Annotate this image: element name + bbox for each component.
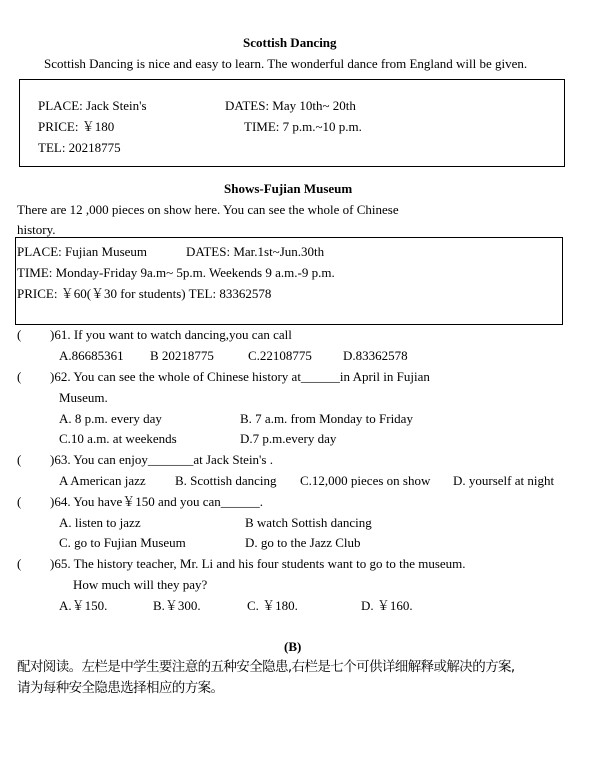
q65-option-d: D. ￥160. (361, 598, 413, 613)
section2-intro-line1: There are 12 ,000 pieces on show here. You can see the whole of Chinese (17, 202, 399, 217)
q64-option-d: D. go to the Jazz Club (245, 535, 361, 550)
q64-option-c: C. go to Fujian Museum (59, 535, 186, 550)
s1-time: TIME: 7 p.m.~10 p.m. (244, 119, 362, 134)
partB-instruction-line2: 请为每种安全隐患选择相应的方案。 (17, 680, 224, 696)
q63-option-c: C.12,000 pieces on show (300, 473, 431, 488)
q63-option-a: A American jazz (59, 473, 146, 488)
q64-option-b: B watch Sottish dancing (245, 515, 372, 530)
s1-tel: TEL: 20218775 (38, 140, 121, 155)
partB-instruction-line1: 配对阅读。左栏是中学生要注意的五种安全隐患,右栏是七个可供详细解释或解决的方案, (17, 659, 515, 675)
section2-info-box (15, 237, 563, 325)
q65-question: )65. The history teacher, Mr. Li and his four students want to go to the museum. (50, 556, 466, 571)
q64-option-a: A. listen to jazz (59, 515, 141, 530)
q61-option-b: B 20218775 (150, 348, 214, 363)
q65-option-a: A.￥150. (59, 598, 108, 613)
q65-question-cont: How much will they pay? (73, 577, 208, 592)
s1-place: PLACE: Jack Stein's (38, 98, 147, 113)
q62-option-a: A. 8 p.m. every day (59, 411, 162, 426)
q61-question: )61. If you want to watch dancing,you can call (50, 327, 292, 342)
q62-option-d: D.7 p.m.every day (240, 431, 337, 446)
q63-question: )63. You can enjoy_______at Jack Stein's . (50, 452, 273, 467)
s1-price: PRICE: ￥180 (38, 119, 115, 134)
q62-paren: ( (17, 369, 22, 384)
section1-title: Scottish Dancing (243, 35, 337, 50)
partB-heading: (B) (284, 639, 302, 654)
s2-place-dates: PLACE: Fujian Museum DATES: Mar.1st~Jun.30th (17, 244, 325, 259)
s1-dates: DATES: May 10th~ 20th (225, 98, 356, 113)
q62-option-b: B. 7 a.m. from Monday to Friday (240, 411, 413, 426)
q63-option-b: B. Scottish dancing (175, 473, 277, 488)
q65-option-b: B.￥300. (153, 598, 201, 613)
q62-option-c: C.10 a.m. at weekends (59, 431, 177, 446)
q64-question: )64. You have￥150 and you can______. (50, 494, 264, 509)
q62-question: )62. You can see the whole of Chinese history at______in April in Fujian (50, 369, 430, 384)
q63-option-d: D. yourself at night (453, 473, 555, 488)
q65-paren: ( (17, 556, 22, 571)
q61-option-d: D.83362578 (343, 348, 408, 363)
q63-paren: ( (17, 452, 22, 467)
section1-info-box (19, 79, 565, 167)
q61-option-a: A.86685361 (59, 348, 124, 363)
s2-price-tel: PRICE: ￥60(￥30 for students) TEL: 83362578 (17, 286, 272, 301)
section2-intro-line2: history. (17, 222, 56, 237)
section2-title: Shows-Fujian Museum (224, 181, 353, 196)
section1-intro: Scottish Dancing is nice and easy to learn. The wonderful dance from England will be given. (44, 56, 528, 71)
s2-time: TIME: Monday-Friday 9a.m~ 5p.m. Weekends 9 a.m.-9 p.m. (17, 265, 335, 280)
q61-option-c: C.22108775 (248, 348, 312, 363)
q61-paren: ( (17, 327, 22, 342)
q62-question-cont: Museum. (59, 390, 108, 405)
q65-option-c: C. ￥180. (247, 598, 298, 613)
q64-paren: ( (17, 494, 22, 509)
